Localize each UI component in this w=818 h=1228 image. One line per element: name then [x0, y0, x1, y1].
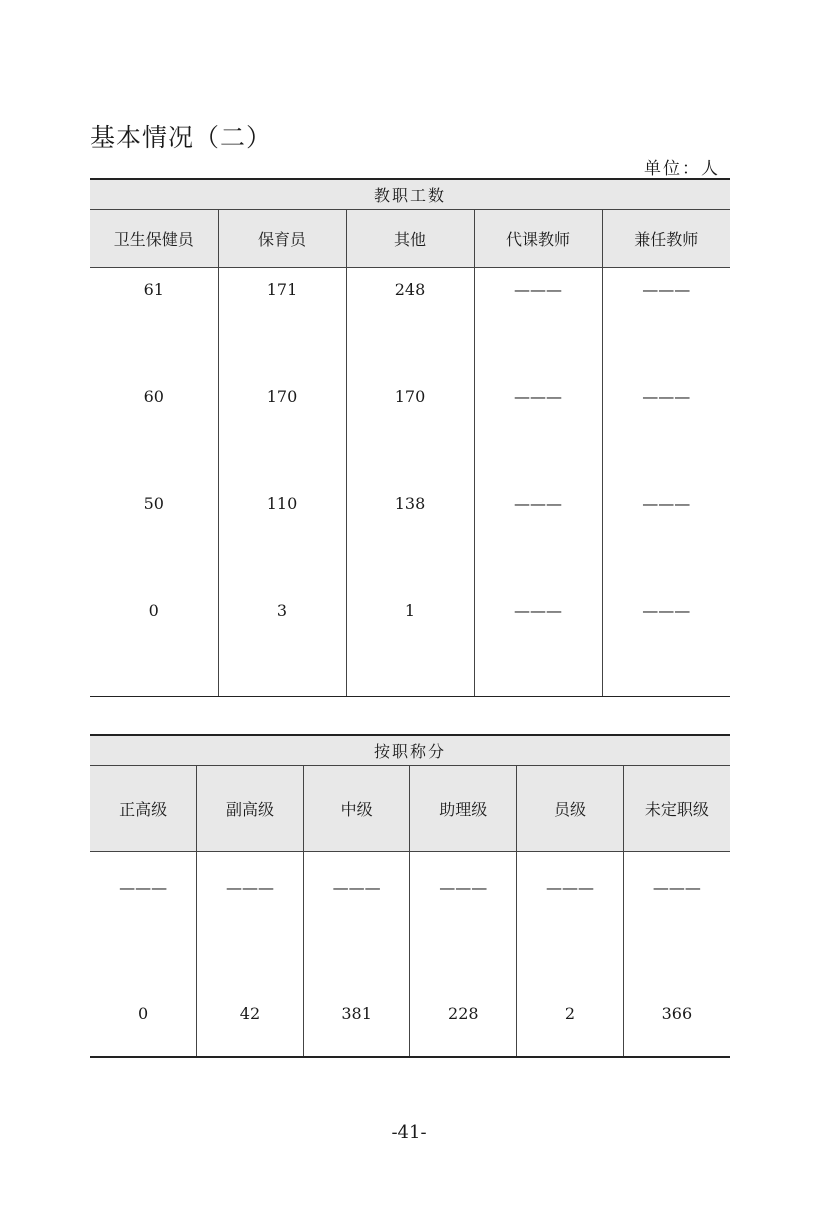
table-row	[90, 589, 730, 697]
table-row	[90, 980, 730, 1057]
unit-label: 单位：人	[644, 159, 720, 179]
column-header: 副高级	[197, 766, 304, 852]
column-header: 卫生保健员	[90, 210, 218, 268]
table-cell: 61	[143, 280, 164, 299]
column-header: 保育员	[218, 210, 346, 268]
table-cell: 366	[623, 980, 730, 1057]
table-cell: ———	[602, 268, 730, 375]
table-cell: ———	[602, 589, 730, 697]
table2-group-header: 按职称分	[90, 735, 730, 766]
table-cell: ———	[474, 375, 602, 482]
title-grade-table	[90, 734, 730, 1058]
table-cell: ———	[623, 852, 730, 980]
table-cell: ———	[197, 852, 304, 980]
table-cell: ———	[474, 482, 602, 589]
table-cell: 381	[303, 980, 410, 1057]
table-cell: 50	[143, 493, 164, 513]
table-cell: 42	[197, 980, 304, 1057]
table-cell: 228	[410, 980, 517, 1057]
table-cell: ———	[602, 482, 730, 589]
table-cell: ———	[517, 852, 624, 980]
table-cell: ———	[410, 852, 517, 980]
table-cell: 0	[90, 980, 197, 1057]
table-cell: 2	[517, 980, 624, 1057]
table-cell: 110	[218, 482, 346, 589]
table1-group-header: 教职工数	[90, 179, 730, 210]
table-row	[90, 268, 730, 375]
table-cell: 171	[218, 268, 346, 375]
column-header: 其他	[346, 210, 474, 268]
staff-count-table	[90, 178, 730, 697]
table-cell: ———	[303, 852, 410, 980]
page-title: 基本情况（二）	[90, 123, 273, 152]
table-cell: 170	[346, 375, 474, 482]
column-header: 员级	[517, 766, 624, 852]
column-header: 未定职级	[623, 766, 730, 852]
table-row	[90, 852, 730, 980]
table-cell: 170	[218, 375, 346, 482]
page-number: -41-	[391, 1122, 427, 1143]
table-cell: 0	[90, 589, 218, 697]
table-cell: ———	[474, 268, 602, 375]
table-row	[90, 482, 730, 589]
table-cell: ———	[119, 878, 168, 897]
column-header: 正高级	[90, 766, 197, 852]
table-row	[90, 375, 730, 482]
table-cell: ———	[602, 375, 730, 482]
column-header: 中级	[303, 766, 410, 852]
column-header: 兼任教师	[602, 210, 730, 268]
table-cell: 1	[346, 589, 474, 697]
column-header: 代课教师	[474, 210, 602, 268]
table-cell: 60	[143, 386, 164, 406]
table-cell: 138	[346, 482, 474, 589]
table-cell: ———	[474, 589, 602, 697]
table-cell: 3	[218, 589, 346, 697]
column-header: 助理级	[410, 766, 517, 852]
table-cell: 248	[346, 268, 474, 375]
